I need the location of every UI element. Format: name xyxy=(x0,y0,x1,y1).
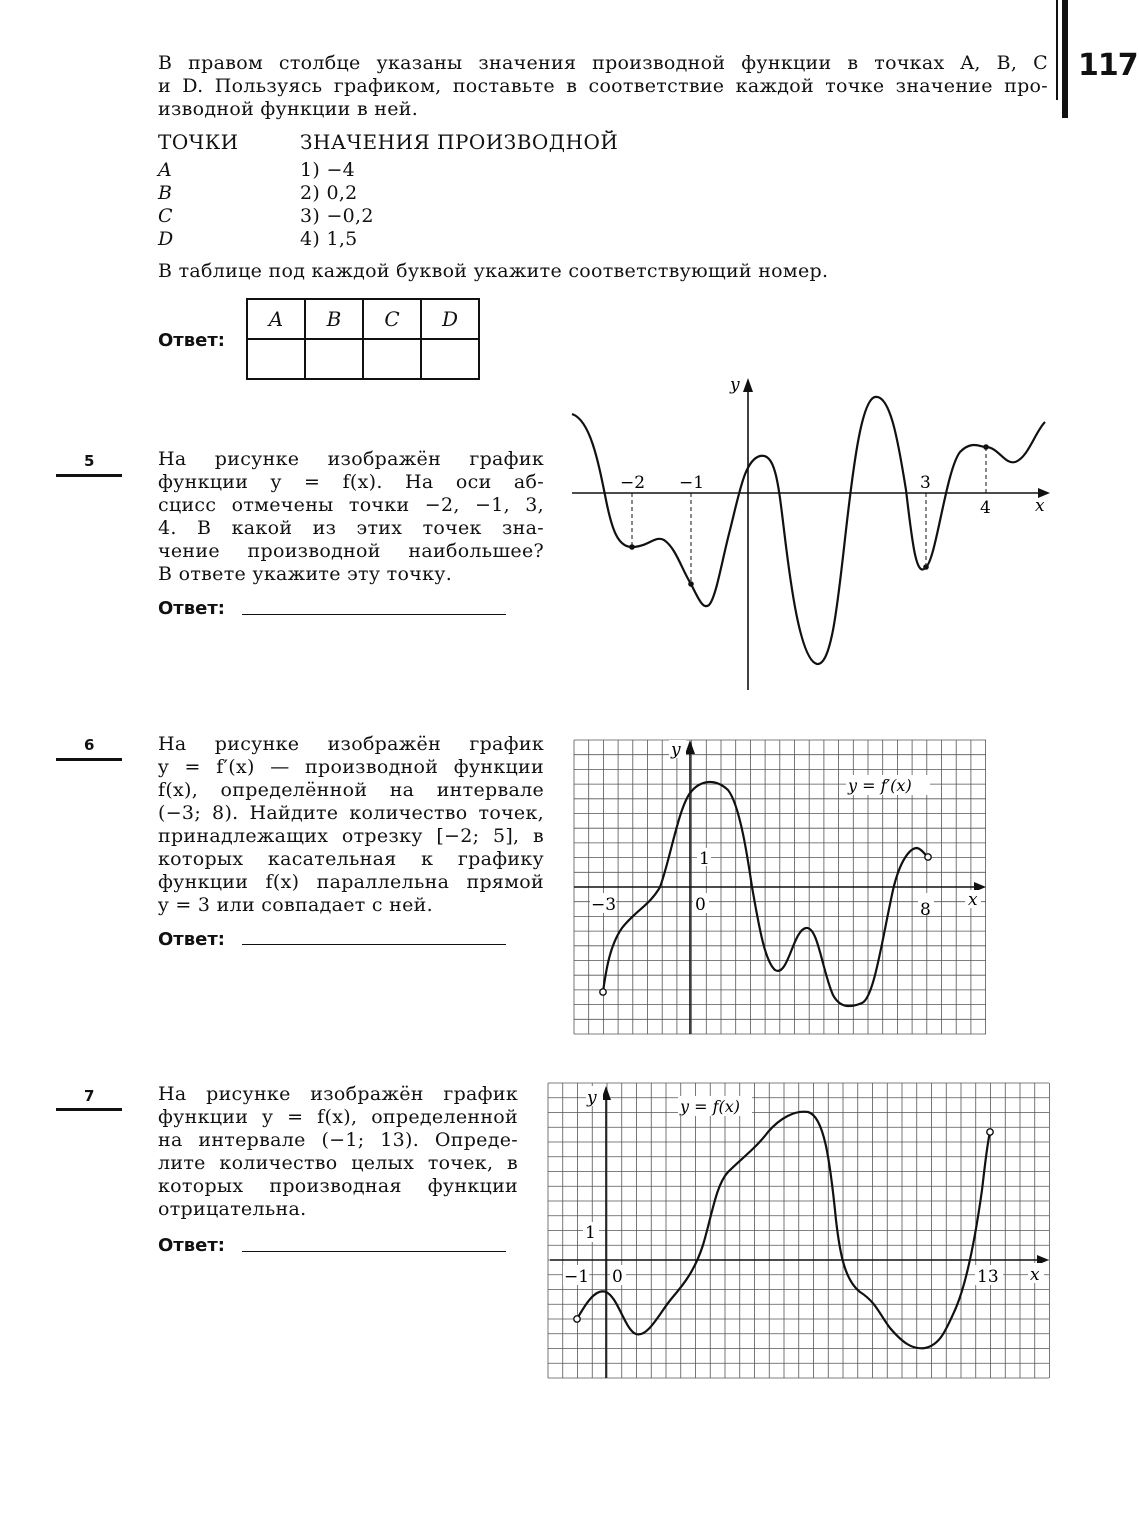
task6-line-1: На рисунке изображён график xyxy=(158,733,544,755)
answer-cell-a[interactable] xyxy=(247,339,305,379)
task6-line-8: y = 3 или совпадает с ней. xyxy=(158,894,433,916)
task6-tick-8: 8 xyxy=(920,900,931,920)
value-option-1: 1) −4 xyxy=(300,159,356,181)
task5-answer-label: Ответ: xyxy=(158,598,225,619)
task5-line-3: сцисс отмечены точки −2, −1, 3, xyxy=(158,494,544,516)
task6-tick-minus3: −3 xyxy=(591,895,617,915)
point-c: C xyxy=(158,205,173,227)
task5-number: 5 xyxy=(84,452,95,470)
task5-tick-minus1: −1 xyxy=(679,473,705,493)
task7-endpoint-left xyxy=(574,1316,580,1322)
task7-curve xyxy=(577,1112,990,1349)
task5-curve xyxy=(572,397,1045,664)
task5-axis-label-y: y xyxy=(730,375,740,395)
point-d: D xyxy=(158,228,174,250)
task5-number-underline xyxy=(56,474,122,477)
task7-line-1: На рисунке изображён график xyxy=(158,1083,518,1105)
task6-line-5: принадлежащих отрезку [−2; 5], в xyxy=(158,825,544,847)
task5-point-minus1 xyxy=(688,581,694,587)
task7-number-underline xyxy=(56,1108,122,1111)
value-option-2: 2) 0,2 xyxy=(300,182,358,204)
task6-curve xyxy=(603,782,928,1006)
task5-line-2: функции y = f(x). На оси аб- xyxy=(158,471,544,493)
page-edge-bar-thin xyxy=(1056,0,1058,100)
page-edge-bar xyxy=(1062,0,1068,118)
task4-intro-line-1: В правом столбце указаны значения производной функции в точках A, B, C xyxy=(158,52,1048,74)
task5-line-4: 4. В какой из этих точек зна- xyxy=(158,517,544,539)
task5-answer-field[interactable] xyxy=(242,614,506,615)
answer-cell-b[interactable] xyxy=(305,339,363,379)
task7-tick-13: 13 xyxy=(977,1267,999,1287)
task7-endpoint-right xyxy=(987,1129,993,1135)
task6-line-4: (−3; 8). Найдите количество точек, xyxy=(158,802,544,824)
page-number: 117 xyxy=(1078,48,1138,83)
answer-table xyxy=(246,298,480,380)
task6-y-axis-arrow xyxy=(685,740,695,754)
task4-answer-label: Ответ: xyxy=(158,330,225,351)
task6-endpoint-right xyxy=(925,854,931,860)
task6-axis-label-x: x xyxy=(968,890,978,910)
task6-curve-label: y = f′(x) xyxy=(848,776,912,795)
task7-line-5: которых производная функции xyxy=(158,1175,518,1197)
task6-number: 6 xyxy=(84,736,95,754)
task5-line-5: чение производной наибольшее? xyxy=(158,540,544,562)
task6-answer-field[interactable] xyxy=(242,944,506,945)
task7-number: 7 xyxy=(84,1087,95,1105)
task7-axis-label-y: y xyxy=(587,1088,597,1108)
task6-line-2: y = f′(x) — производной функции xyxy=(158,756,544,778)
answer-table-header-c: C xyxy=(363,299,421,339)
points-column-header: ТОЧКИ xyxy=(158,130,239,154)
task7-line-6: отрицательна. xyxy=(158,1198,307,1220)
task7-answer-field[interactable] xyxy=(242,1251,506,1252)
task7-answer-label: Ответ: xyxy=(158,1235,225,1256)
task6-axis-label-y: y xyxy=(671,740,681,760)
task6-line-6: которых касательная к графику xyxy=(158,848,544,870)
task6-graph xyxy=(566,734,994,1040)
task5-tick-3: 3 xyxy=(920,473,931,493)
value-option-4: 4) 1,5 xyxy=(300,228,358,250)
task7-graph xyxy=(542,1076,1056,1386)
task7-line-2: функции y = f(x), определенной xyxy=(158,1106,518,1128)
task7-tick-0: 0 xyxy=(612,1267,623,1287)
point-b: B xyxy=(158,182,173,204)
task5-point-3 xyxy=(923,564,929,570)
point-a: A xyxy=(158,159,173,181)
task6-line-3: f(x), определённой на интервале xyxy=(158,779,544,801)
task7-grid xyxy=(548,1083,1050,1378)
task7-line-3: на интервале (−1; 13). Опреде- xyxy=(158,1129,518,1151)
value-option-3: 3) −0,2 xyxy=(300,205,374,227)
task5-line-1: На рисунке изображён график xyxy=(158,448,544,470)
task5-tick-minus2: −2 xyxy=(620,473,646,493)
task5-graph xyxy=(560,370,1060,700)
answer-table-header-a: A xyxy=(247,299,305,339)
task6-tick-1: 1 xyxy=(699,849,710,869)
answer-table-header-d: D xyxy=(421,299,479,339)
task7-tick-minus1: −1 xyxy=(564,1267,590,1287)
task5-axis-label-x: x xyxy=(1035,496,1045,516)
table-instruction: В таблице под каждой буквой укажите соответствующий номер. xyxy=(158,260,829,282)
task7-curve-label: y = f(x) xyxy=(680,1097,741,1116)
task5-line-6: В ответе укажите эту точку. xyxy=(158,563,453,585)
task6-endpoint-left xyxy=(600,989,606,995)
task6-number-underline xyxy=(56,758,122,761)
task6-tick-0: 0 xyxy=(695,895,706,915)
task5-y-axis-arrow xyxy=(743,378,753,392)
values-column-header: ЗНАЧЕНИЯ ПРОИЗВОДНОЙ xyxy=(300,130,619,154)
task5-point-minus2 xyxy=(629,544,635,550)
task6-line-7: функции f(x) параллельна прямой xyxy=(158,871,544,893)
task4-intro-line-3: изводной функции в ней. xyxy=(158,98,419,120)
task4-intro-line-2: и D. Пользуясь графиком, поставьте в соответствие каждой точке значение про- xyxy=(158,75,1048,97)
task7-tick-1: 1 xyxy=(585,1223,596,1243)
task5-point-4 xyxy=(983,444,989,450)
task6-answer-label: Ответ: xyxy=(158,929,225,950)
task7-axis-label-x: x xyxy=(1030,1265,1040,1285)
answer-cell-d[interactable] xyxy=(421,339,479,379)
answer-table-header-b: B xyxy=(305,299,363,339)
task5-tick-4: 4 xyxy=(980,498,991,518)
answer-cell-c[interactable] xyxy=(363,339,421,379)
task7-line-4: лите количество целых точек, в xyxy=(158,1152,518,1174)
